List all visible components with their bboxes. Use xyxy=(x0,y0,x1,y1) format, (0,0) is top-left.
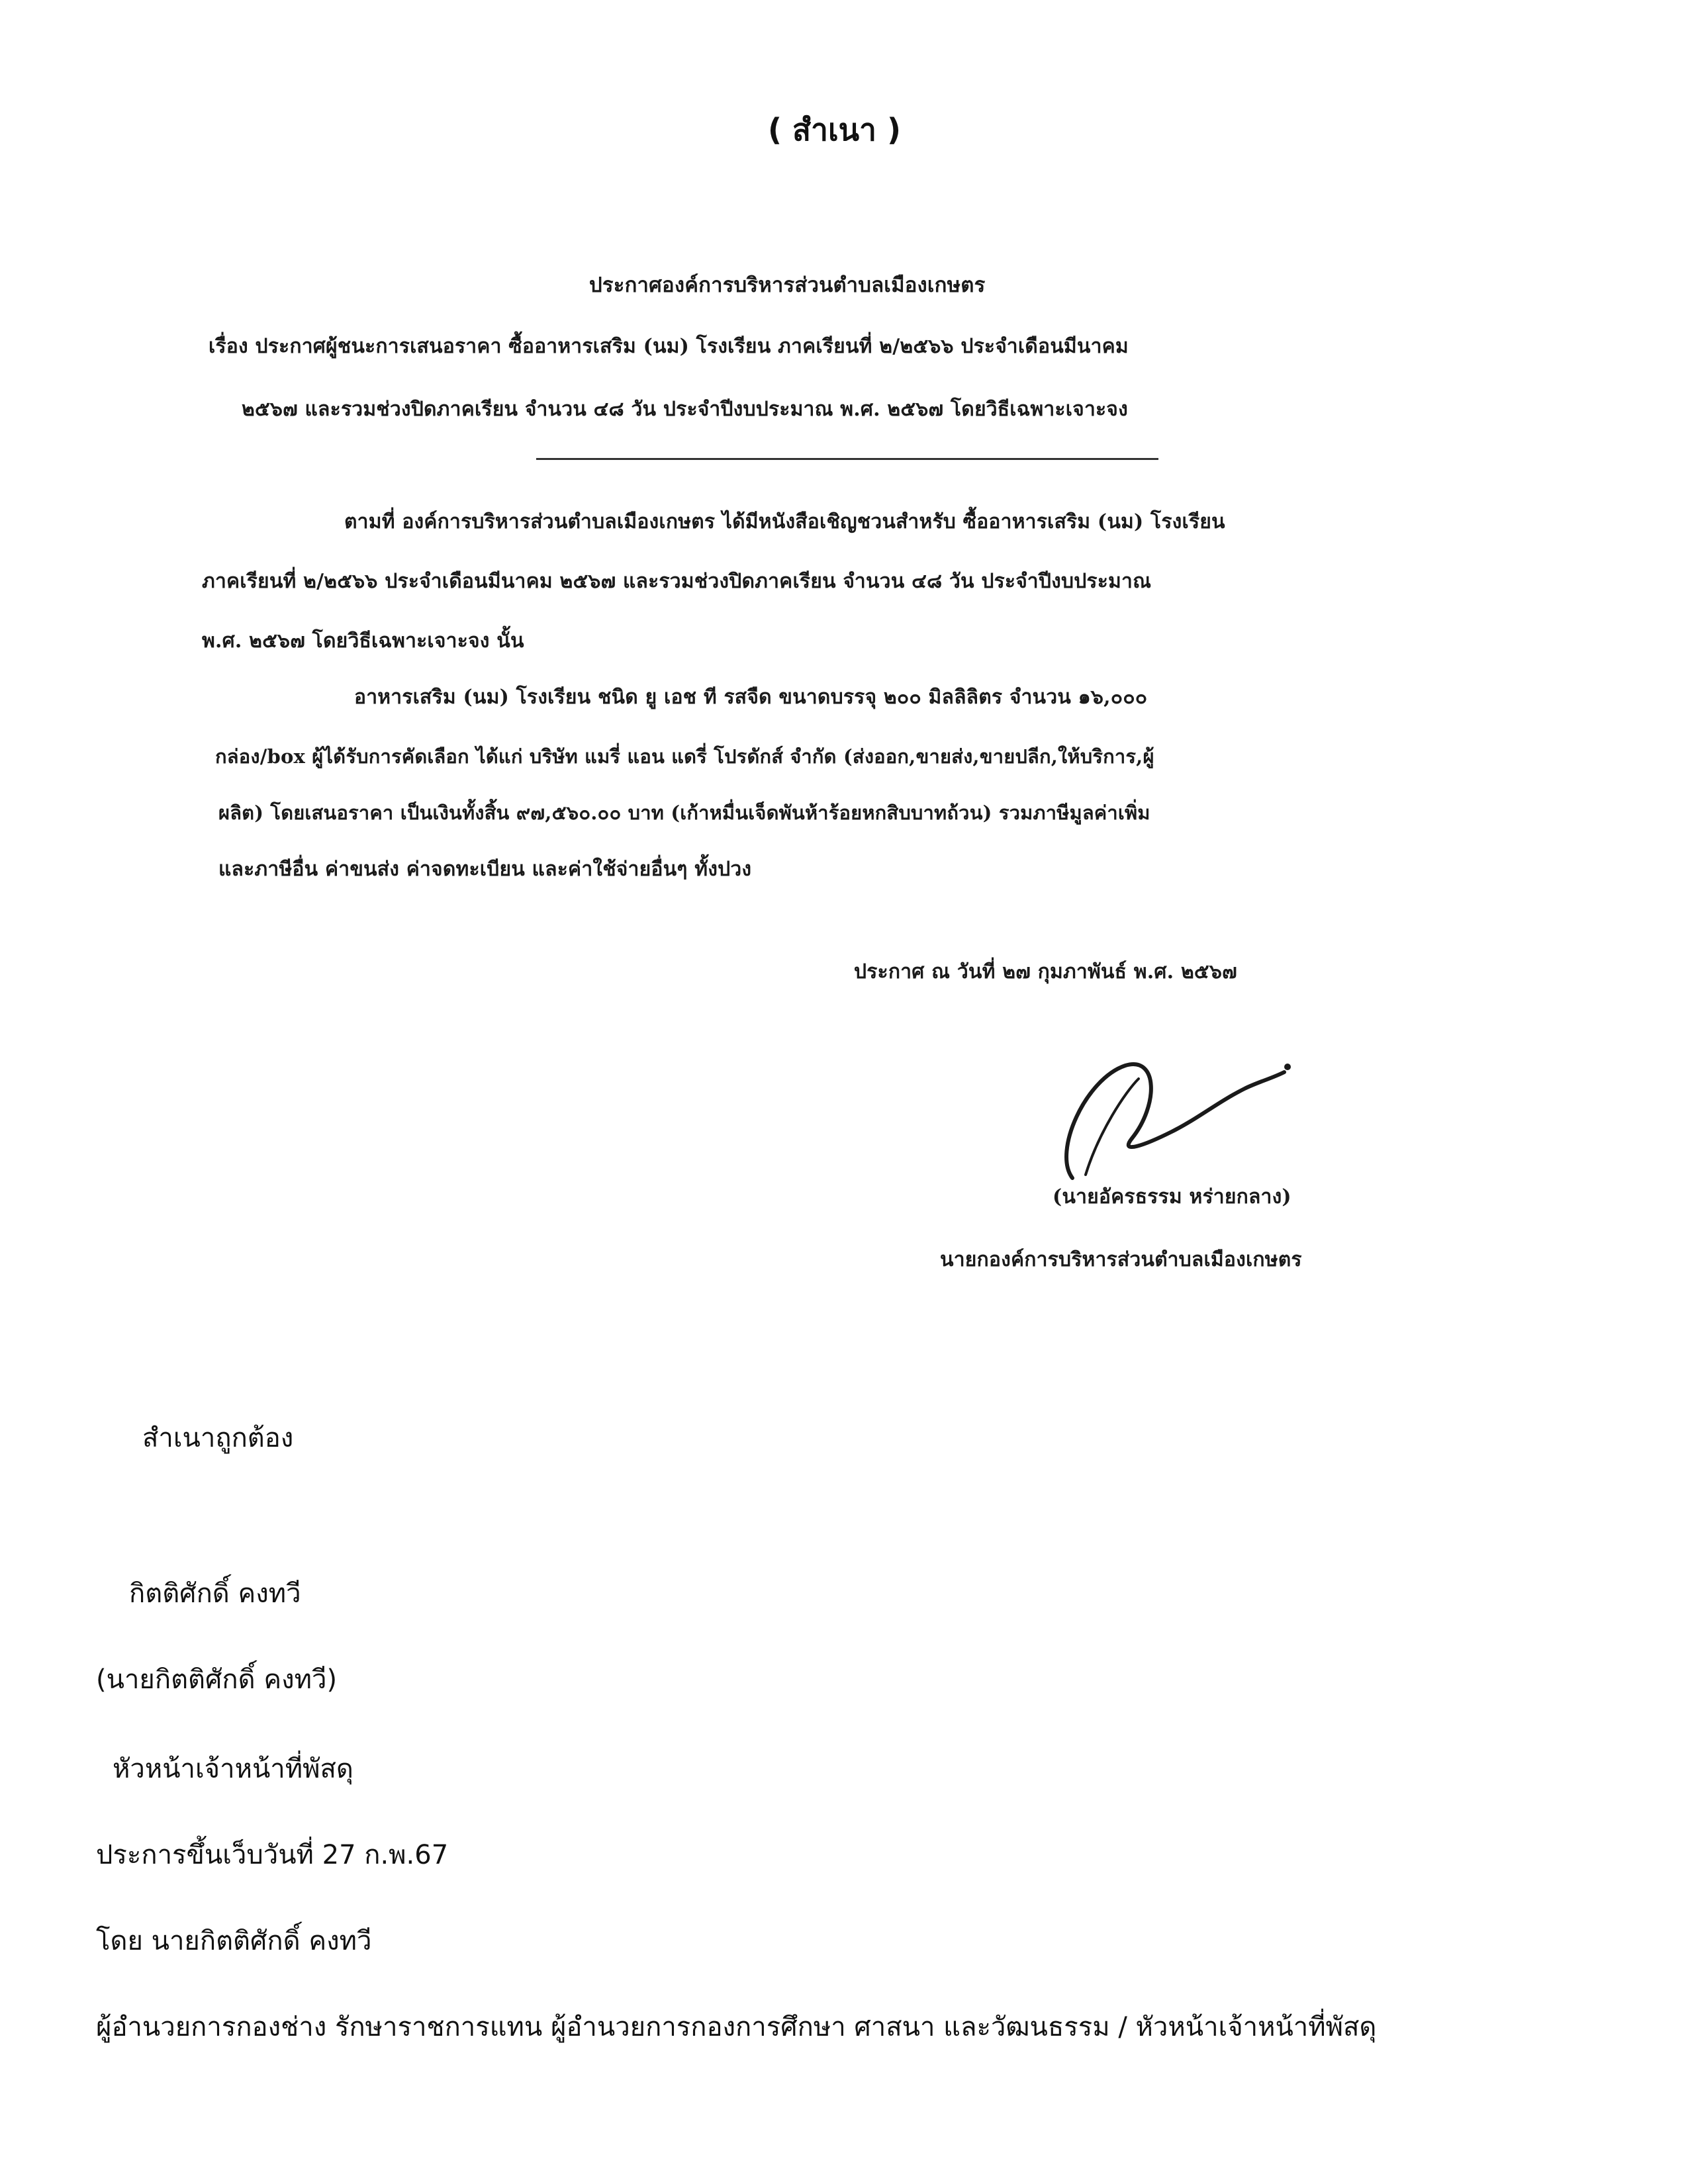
signer-title: นายกองค์การบริหารส่วนตำบลเมืองเกษตร xyxy=(940,1248,1302,1271)
announcement-date: ประกาศ ณ วันที่ ๒๗ กุมภาพันธ์ พ.ศ. ๒๕๖๗ xyxy=(854,960,1237,983)
paragraph2-line2: กล่อง/box ผู้ได้รับการคัดเลือก ได้แก่ บริษัท แมรี่ แอน แดรี่ โปรดักส์ จำกัด (ส่งออก,ขายส่ง,ขายปลีก,ให้บริการ,ผู้ xyxy=(215,745,1154,768)
signer-name: (นายอัครธรรม หร่ายกลาง) xyxy=(1053,1185,1291,1208)
web-post-date: ประการขึ้นเว็บวันที่ 27 ก.พ.67 xyxy=(96,1840,449,1870)
announcement-title-1: ประกาศองค์การบริหารส่วนตำบลเมืองเกษตร xyxy=(589,273,986,297)
certifier-name: (นายกิตติศักดิ์ คงทวี) xyxy=(96,1664,338,1695)
posted-by-role: ผู้อำนวยการกองช่าง รักษาราชการแทน ผู้อำนวยการกองการศึกษา ศาสนา และวัฒนธรรม / หัวหน้าเจ้าหน้าที่พัสดุ xyxy=(96,2012,1377,2042)
certifier-position: หัวหน้าเจ้าหน้าที่พัสดุ xyxy=(113,1754,353,1784)
paragraph1-line3: พ.ศ. ๒๕๖๗ โดยวิธีเฉพาะเจาะจง นั้น xyxy=(202,629,524,653)
posted-by: โดย นายกิตติศักดิ์ คงทวี xyxy=(96,1926,372,1956)
paragraph1-line1: ตามที่ องค์การบริหารส่วนตำบลเมืองเกษตร ได้มีหนังสือเชิญชวนสำหรับ ซื้ออาหารเสริม (นม) โรงเรียน xyxy=(344,510,1225,533)
certifier-signature-text: กิตติศักดิ์ คงทวี xyxy=(129,1578,301,1609)
paragraph2-line1: อาหารเสริม (นม) โรงเรียน ชนิด ยู เอช ที รสจืด ขนาดบรรจุ ๒๐๐ มิลลิลิตร จำนวน ๑๖,๐๐๐ xyxy=(354,686,1148,709)
copy-heading: ( สำเนา ) xyxy=(768,112,901,148)
paragraph2-line3: ผลิต) โดยเสนอราคา เป็นเงินทั้งสิ้น ๙๗,๕๖๐.๐๐ บาท (เก้าหมื่นเจ็ดพันห้าร้อยหกสิบบาทถ้วน) รวมภาษีมูลค่าเพิ่ม xyxy=(218,801,1150,824)
certified-true-copy: สำเนาถูกต้อง xyxy=(142,1423,294,1453)
title-divider xyxy=(536,458,1158,460)
announcement-title-2: เรื่อง ประกาศผู้ชนะการเสนอราคา ซื้ออาหารเสริม (นม) โรงเรียน ภาคเรียนที่ ๒/๒๕๖๖ ประจำเดือนมีนาคม xyxy=(209,335,1129,358)
signature-mark xyxy=(1046,1052,1297,1191)
announcement-title-3: ๒๕๖๗ และรวมช่วงปิดภาคเรียน จำนวน ๔๘ วัน ประจำปีงบประมาณ พ.ศ. ๒๕๖๗ โดยวิธีเฉพาะเจาะจง xyxy=(242,398,1128,421)
paragraph1-line2: ภาคเรียนที่ ๒/๒๕๖๖ ประจำเดือนมีนาคม ๒๕๖๗ และรวมช่วงปิดภาคเรียน จำนวน ๔๘ วัน ประจำปีงบประมาณ xyxy=(202,570,1152,593)
paragraph2-line4: และภาษีอื่น ค่าขนส่ง ค่าจดทะเบียน และค่าใช้จ่ายอื่นๆ ทั้งปวง xyxy=(218,858,752,881)
